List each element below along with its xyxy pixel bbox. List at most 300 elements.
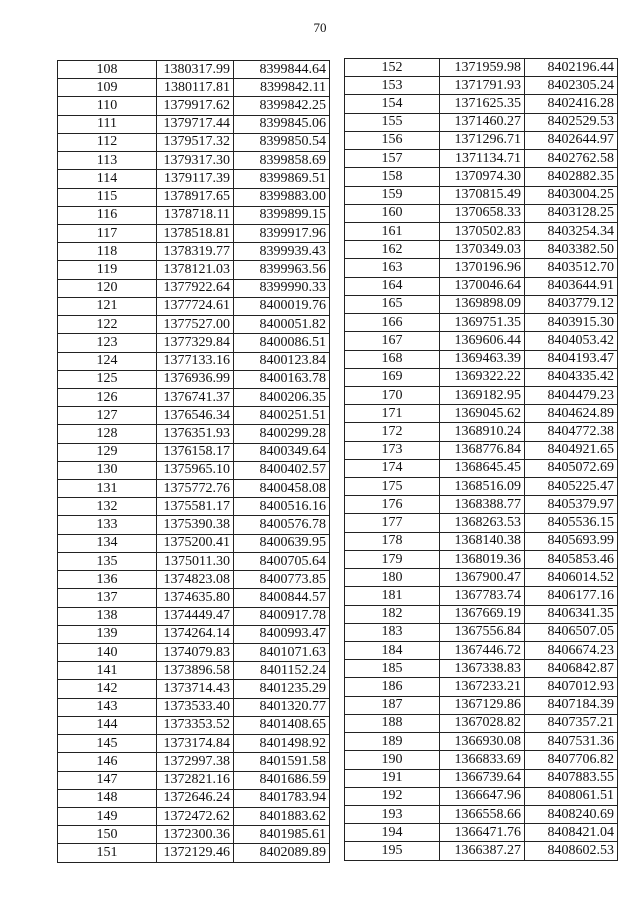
table-row (345, 186, 618, 204)
table-row (58, 735, 330, 753)
table-row (345, 824, 618, 842)
x-coordinate-cell: 1375390.38 (157, 516, 234, 534)
y-coordinate-cell: 8400051.82 (234, 316, 330, 334)
point-number-cell: 148 (58, 789, 157, 807)
point-number-cell: 139 (58, 625, 157, 643)
y-coordinate-cell: 8401152.24 (234, 662, 330, 680)
x-coordinate-cell: 1378121.03 (157, 261, 234, 279)
table-row (58, 807, 330, 825)
table-row (345, 478, 618, 496)
x-coordinate-cell: 1374823.08 (157, 571, 234, 589)
table-row (345, 77, 618, 95)
x-coordinate-cell: 1370815.49 (440, 186, 525, 204)
point-number-cell: 130 (58, 461, 157, 479)
y-coordinate-cell: 8404479.23 (525, 386, 618, 404)
point-number-cell: 151 (58, 844, 157, 862)
point-number-cell: 184 (345, 642, 440, 660)
x-coordinate-cell: 1379317.30 (157, 152, 234, 170)
table-row (58, 644, 330, 662)
point-number-cell: 166 (345, 314, 440, 332)
table-row (345, 95, 618, 113)
x-coordinate-cell: 1366387.27 (440, 842, 525, 860)
point-number-cell: 110 (58, 97, 157, 115)
table-row (58, 662, 330, 680)
point-number-cell: 135 (58, 552, 157, 570)
x-coordinate-cell: 1375581.17 (157, 498, 234, 516)
point-number-cell: 128 (58, 425, 157, 443)
y-coordinate-cell: 8401235.29 (234, 680, 330, 698)
table-row (345, 204, 618, 222)
table-row (345, 423, 618, 441)
table-row (58, 170, 330, 188)
point-number-cell: 158 (345, 168, 440, 186)
x-coordinate-cell: 1367338.83 (440, 660, 525, 678)
y-coordinate-cell: 8406014.52 (525, 569, 618, 587)
x-coordinate-cell: 1374449.47 (157, 607, 234, 625)
y-coordinate-cell: 8404335.42 (525, 368, 618, 386)
point-number-cell: 115 (58, 188, 157, 206)
point-number-cell: 177 (345, 514, 440, 532)
x-coordinate-cell: 1368140.38 (440, 532, 525, 550)
x-coordinate-cell: 1369463.39 (440, 350, 525, 368)
point-number-cell: 175 (345, 478, 440, 496)
x-coordinate-cell: 1368388.77 (440, 496, 525, 514)
y-coordinate-cell: 8402882.35 (525, 168, 618, 186)
table-row (345, 569, 618, 587)
point-number-cell: 188 (345, 714, 440, 732)
table-row (345, 787, 618, 805)
table-row (345, 751, 618, 769)
y-coordinate-cell: 8406507.05 (525, 623, 618, 641)
table-row (58, 61, 330, 79)
table-row (58, 589, 330, 607)
y-coordinate-cell: 8406177.16 (525, 587, 618, 605)
table-row (58, 352, 330, 370)
table-row (345, 514, 618, 532)
x-coordinate-cell: 1377922.64 (157, 279, 234, 297)
y-coordinate-cell: 8408061.51 (525, 787, 618, 805)
y-coordinate-cell: 8402529.53 (525, 113, 618, 131)
point-number-cell: 183 (345, 623, 440, 641)
x-coordinate-cell: 1367783.74 (440, 587, 525, 605)
table-row (58, 771, 330, 789)
point-number-cell: 194 (345, 824, 440, 842)
y-coordinate-cell: 8403128.25 (525, 204, 618, 222)
table-row (58, 261, 330, 279)
y-coordinate-cell: 8400349.64 (234, 443, 330, 461)
point-number-cell: 142 (58, 680, 157, 698)
y-coordinate-cell: 8405225.47 (525, 478, 618, 496)
y-coordinate-cell: 8405072.69 (525, 459, 618, 477)
point-number-cell: 144 (58, 716, 157, 734)
y-coordinate-cell: 8407883.55 (525, 769, 618, 787)
table-row (345, 842, 618, 860)
x-coordinate-cell: 1367129.86 (440, 696, 525, 714)
table-row (58, 516, 330, 534)
table-row (58, 133, 330, 151)
y-coordinate-cell: 8404053.42 (525, 332, 618, 350)
x-coordinate-cell: 1377133.16 (157, 352, 234, 370)
table-row (58, 97, 330, 115)
point-number-cell: 124 (58, 352, 157, 370)
y-coordinate-cell: 8402305.24 (525, 77, 618, 95)
y-coordinate-cell: 8403915.30 (525, 314, 618, 332)
table-row (345, 441, 618, 459)
table-row (345, 532, 618, 550)
coordinate-table-left-body (58, 61, 330, 863)
point-number-cell: 127 (58, 407, 157, 425)
point-number-cell: 118 (58, 243, 157, 261)
y-coordinate-cell: 8402089.89 (234, 844, 330, 862)
x-coordinate-cell: 1379717.44 (157, 115, 234, 133)
x-coordinate-cell: 1377527.00 (157, 316, 234, 334)
table-row (58, 407, 330, 425)
point-number-cell: 182 (345, 605, 440, 623)
point-number-cell: 191 (345, 769, 440, 787)
x-coordinate-cell: 1367233.21 (440, 678, 525, 696)
point-number-cell: 133 (58, 516, 157, 534)
y-coordinate-cell: 8400844.57 (234, 589, 330, 607)
y-coordinate-cell: 8405379.97 (525, 496, 618, 514)
coordinate-table-right-body (345, 59, 618, 861)
y-coordinate-cell: 8400251.51 (234, 407, 330, 425)
y-coordinate-cell: 8400163.78 (234, 370, 330, 388)
y-coordinate-cell: 8404193.47 (525, 350, 618, 368)
table-row (345, 259, 618, 277)
point-number-cell: 160 (345, 204, 440, 222)
coordinate-table-left (57, 60, 330, 863)
x-coordinate-cell: 1370196.96 (440, 259, 525, 277)
x-coordinate-cell: 1370658.33 (440, 204, 525, 222)
point-number-cell: 121 (58, 297, 157, 315)
table-row (345, 733, 618, 751)
x-coordinate-cell: 1373533.40 (157, 698, 234, 716)
x-coordinate-cell: 1372997.38 (157, 753, 234, 771)
point-number-cell: 165 (345, 295, 440, 313)
x-coordinate-cell: 1373714.43 (157, 680, 234, 698)
point-number-cell: 176 (345, 496, 440, 514)
x-coordinate-cell: 1376351.93 (157, 425, 234, 443)
x-coordinate-cell: 1370974.30 (440, 168, 525, 186)
table-row (58, 297, 330, 315)
x-coordinate-cell: 1372472.62 (157, 807, 234, 825)
table-row (345, 459, 618, 477)
y-coordinate-cell: 8401686.59 (234, 771, 330, 789)
point-number-cell: 162 (345, 241, 440, 259)
y-coordinate-cell: 8402762.58 (525, 150, 618, 168)
y-coordinate-cell: 8400086.51 (234, 334, 330, 352)
table-row (345, 168, 618, 186)
x-coordinate-cell: 1376741.37 (157, 388, 234, 406)
point-number-cell: 155 (345, 113, 440, 131)
table-row (345, 605, 618, 623)
x-coordinate-cell: 1375965.10 (157, 461, 234, 479)
y-coordinate-cell: 8407531.36 (525, 733, 618, 751)
x-coordinate-cell: 1375011.30 (157, 552, 234, 570)
x-coordinate-cell: 1366739.64 (440, 769, 525, 787)
point-number-cell: 189 (345, 733, 440, 751)
table-row (58, 206, 330, 224)
y-coordinate-cell: 8401591.58 (234, 753, 330, 771)
y-coordinate-cell: 8399850.54 (234, 133, 330, 151)
table-row (58, 480, 330, 498)
table-row (345, 368, 618, 386)
point-number-cell: 146 (58, 753, 157, 771)
y-coordinate-cell: 8403254.34 (525, 222, 618, 240)
point-number-cell: 153 (345, 77, 440, 95)
y-coordinate-cell: 8401985.61 (234, 826, 330, 844)
y-coordinate-cell: 8403779.12 (525, 295, 618, 313)
table-row (58, 443, 330, 461)
table-row (58, 152, 330, 170)
y-coordinate-cell: 8399845.06 (234, 115, 330, 133)
table-row (345, 150, 618, 168)
table-row (58, 388, 330, 406)
point-number-cell: 126 (58, 388, 157, 406)
table-row (58, 279, 330, 297)
point-number-cell: 108 (58, 61, 157, 79)
y-coordinate-cell: 8408421.04 (525, 824, 618, 842)
point-number-cell: 172 (345, 423, 440, 441)
table-row (58, 552, 330, 570)
point-number-cell: 157 (345, 150, 440, 168)
x-coordinate-cell: 1369751.35 (440, 314, 525, 332)
x-coordinate-cell: 1368263.53 (440, 514, 525, 532)
x-coordinate-cell: 1376546.34 (157, 407, 234, 425)
y-coordinate-cell: 8405536.15 (525, 514, 618, 532)
table-row (345, 660, 618, 678)
point-number-cell: 169 (345, 368, 440, 386)
point-number-cell: 170 (345, 386, 440, 404)
y-coordinate-cell: 8401408.65 (234, 716, 330, 734)
y-coordinate-cell: 8400123.84 (234, 352, 330, 370)
table-row (345, 295, 618, 313)
y-coordinate-cell: 8400516.16 (234, 498, 330, 516)
table-row (58, 425, 330, 443)
y-coordinate-cell: 8403512.70 (525, 259, 618, 277)
y-coordinate-cell: 8399899.15 (234, 206, 330, 224)
table-row (345, 714, 618, 732)
table-row (58, 607, 330, 625)
y-coordinate-cell: 8400705.64 (234, 552, 330, 570)
y-coordinate-cell: 8399842.11 (234, 79, 330, 97)
point-number-cell: 187 (345, 696, 440, 714)
table-row (58, 844, 330, 862)
y-coordinate-cell: 8403004.25 (525, 186, 618, 204)
point-number-cell: 193 (345, 805, 440, 823)
point-number-cell: 111 (58, 115, 157, 133)
x-coordinate-cell: 1371959.98 (440, 59, 525, 77)
point-number-cell: 113 (58, 152, 157, 170)
point-number-cell: 181 (345, 587, 440, 605)
point-number-cell: 112 (58, 133, 157, 151)
x-coordinate-cell: 1369898.09 (440, 295, 525, 313)
table-row (345, 642, 618, 660)
point-number-cell: 173 (345, 441, 440, 459)
x-coordinate-cell: 1378917.65 (157, 188, 234, 206)
point-number-cell: 136 (58, 571, 157, 589)
x-coordinate-cell: 1367028.82 (440, 714, 525, 732)
point-number-cell: 154 (345, 95, 440, 113)
x-coordinate-cell: 1378718.11 (157, 206, 234, 224)
y-coordinate-cell: 8399842.25 (234, 97, 330, 115)
x-coordinate-cell: 1379517.32 (157, 133, 234, 151)
point-number-cell: 132 (58, 498, 157, 516)
point-number-cell: 145 (58, 735, 157, 753)
x-coordinate-cell: 1366833.69 (440, 751, 525, 769)
point-number-cell: 171 (345, 405, 440, 423)
y-coordinate-cell: 8408240.69 (525, 805, 618, 823)
x-coordinate-cell: 1372646.24 (157, 789, 234, 807)
table-row (345, 623, 618, 641)
point-number-cell: 150 (58, 826, 157, 844)
y-coordinate-cell: 8406341.35 (525, 605, 618, 623)
point-number-cell: 159 (345, 186, 440, 204)
table-row (58, 188, 330, 206)
y-coordinate-cell: 8401071.63 (234, 644, 330, 662)
table-row (345, 131, 618, 149)
x-coordinate-cell: 1368019.36 (440, 550, 525, 568)
y-coordinate-cell: 8399963.56 (234, 261, 330, 279)
table-row (58, 370, 330, 388)
x-coordinate-cell: 1367900.47 (440, 569, 525, 587)
table-row (345, 805, 618, 823)
x-coordinate-cell: 1378319.77 (157, 243, 234, 261)
y-coordinate-cell: 8399990.33 (234, 279, 330, 297)
point-number-cell: 149 (58, 807, 157, 825)
y-coordinate-cell: 8400402.57 (234, 461, 330, 479)
point-number-cell: 109 (58, 79, 157, 97)
x-coordinate-cell: 1378518.81 (157, 224, 234, 242)
point-number-cell: 163 (345, 259, 440, 277)
table-row (58, 534, 330, 552)
point-number-cell: 190 (345, 751, 440, 769)
table-row (58, 334, 330, 352)
y-coordinate-cell: 8402644.97 (525, 131, 618, 149)
y-coordinate-cell: 8400576.78 (234, 516, 330, 534)
point-number-cell: 167 (345, 332, 440, 350)
point-number-cell: 186 (345, 678, 440, 696)
x-coordinate-cell: 1380317.99 (157, 61, 234, 79)
y-coordinate-cell: 8399844.64 (234, 61, 330, 79)
table-row (345, 405, 618, 423)
point-number-cell: 129 (58, 443, 157, 461)
table-row (345, 496, 618, 514)
y-coordinate-cell: 8405693.99 (525, 532, 618, 550)
x-coordinate-cell: 1379917.62 (157, 97, 234, 115)
point-number-cell: 156 (345, 131, 440, 149)
x-coordinate-cell: 1368516.09 (440, 478, 525, 496)
x-coordinate-cell: 1366558.66 (440, 805, 525, 823)
x-coordinate-cell: 1375772.76 (157, 480, 234, 498)
x-coordinate-cell: 1366647.96 (440, 787, 525, 805)
y-coordinate-cell: 8401783.94 (234, 789, 330, 807)
y-coordinate-cell: 8400639.95 (234, 534, 330, 552)
y-coordinate-cell: 8401498.92 (234, 735, 330, 753)
y-coordinate-cell: 8399917.96 (234, 224, 330, 242)
x-coordinate-cell: 1368910.24 (440, 423, 525, 441)
y-coordinate-cell: 8400993.47 (234, 625, 330, 643)
x-coordinate-cell: 1372821.16 (157, 771, 234, 789)
x-coordinate-cell: 1368645.45 (440, 459, 525, 477)
x-coordinate-cell: 1368776.84 (440, 441, 525, 459)
x-coordinate-cell: 1366930.08 (440, 733, 525, 751)
table-row (58, 316, 330, 334)
y-coordinate-cell: 8405853.46 (525, 550, 618, 568)
x-coordinate-cell: 1371791.93 (440, 77, 525, 95)
table-row (58, 826, 330, 844)
x-coordinate-cell: 1370046.64 (440, 277, 525, 295)
page-number: 70 (313, 20, 327, 35)
y-coordinate-cell: 8406842.87 (525, 660, 618, 678)
y-coordinate-cell: 8403382.50 (525, 241, 618, 259)
x-coordinate-cell: 1377329.84 (157, 334, 234, 352)
point-number-cell: 120 (58, 279, 157, 297)
table-row (58, 224, 330, 242)
y-coordinate-cell: 8402196.44 (525, 59, 618, 77)
y-coordinate-cell: 8400206.35 (234, 388, 330, 406)
x-coordinate-cell: 1370349.03 (440, 241, 525, 259)
table-row (58, 789, 330, 807)
y-coordinate-cell: 8407357.21 (525, 714, 618, 732)
y-coordinate-cell: 8404624.89 (525, 405, 618, 423)
x-coordinate-cell: 1367669.19 (440, 605, 525, 623)
y-coordinate-cell: 8400917.78 (234, 607, 330, 625)
table-row (58, 571, 330, 589)
x-coordinate-cell: 1367446.72 (440, 642, 525, 660)
point-number-cell: 161 (345, 222, 440, 240)
x-coordinate-cell: 1380117.81 (157, 79, 234, 97)
x-coordinate-cell: 1373353.52 (157, 716, 234, 734)
x-coordinate-cell: 1374079.83 (157, 644, 234, 662)
x-coordinate-cell: 1376936.99 (157, 370, 234, 388)
table-row (345, 314, 618, 332)
table-row (345, 696, 618, 714)
x-coordinate-cell: 1371296.71 (440, 131, 525, 149)
point-number-cell: 123 (58, 334, 157, 352)
x-coordinate-cell: 1369322.22 (440, 368, 525, 386)
table-row (58, 243, 330, 261)
table-row (345, 222, 618, 240)
point-number-cell: 152 (345, 59, 440, 77)
table-row (345, 550, 618, 568)
y-coordinate-cell: 8401883.62 (234, 807, 330, 825)
y-coordinate-cell: 8407184.39 (525, 696, 618, 714)
y-coordinate-cell: 8400019.76 (234, 297, 330, 315)
x-coordinate-cell: 1373174.84 (157, 735, 234, 753)
table-row (345, 332, 618, 350)
table-row (345, 386, 618, 404)
point-number-cell: 125 (58, 370, 157, 388)
point-number-cell: 138 (58, 607, 157, 625)
y-coordinate-cell: 8404921.65 (525, 441, 618, 459)
point-number-cell: 185 (345, 660, 440, 678)
x-coordinate-cell: 1375200.41 (157, 534, 234, 552)
y-coordinate-cell: 8400773.85 (234, 571, 330, 589)
x-coordinate-cell: 1371460.27 (440, 113, 525, 131)
point-number-cell: 137 (58, 589, 157, 607)
table-row (58, 680, 330, 698)
point-number-cell: 122 (58, 316, 157, 334)
y-coordinate-cell: 8399883.00 (234, 188, 330, 206)
y-coordinate-cell: 8399858.69 (234, 152, 330, 170)
x-coordinate-cell: 1374264.14 (157, 625, 234, 643)
y-coordinate-cell: 8401320.77 (234, 698, 330, 716)
table-row (58, 79, 330, 97)
table-row (345, 277, 618, 295)
point-number-cell: 140 (58, 644, 157, 662)
y-coordinate-cell: 8400458.08 (234, 480, 330, 498)
